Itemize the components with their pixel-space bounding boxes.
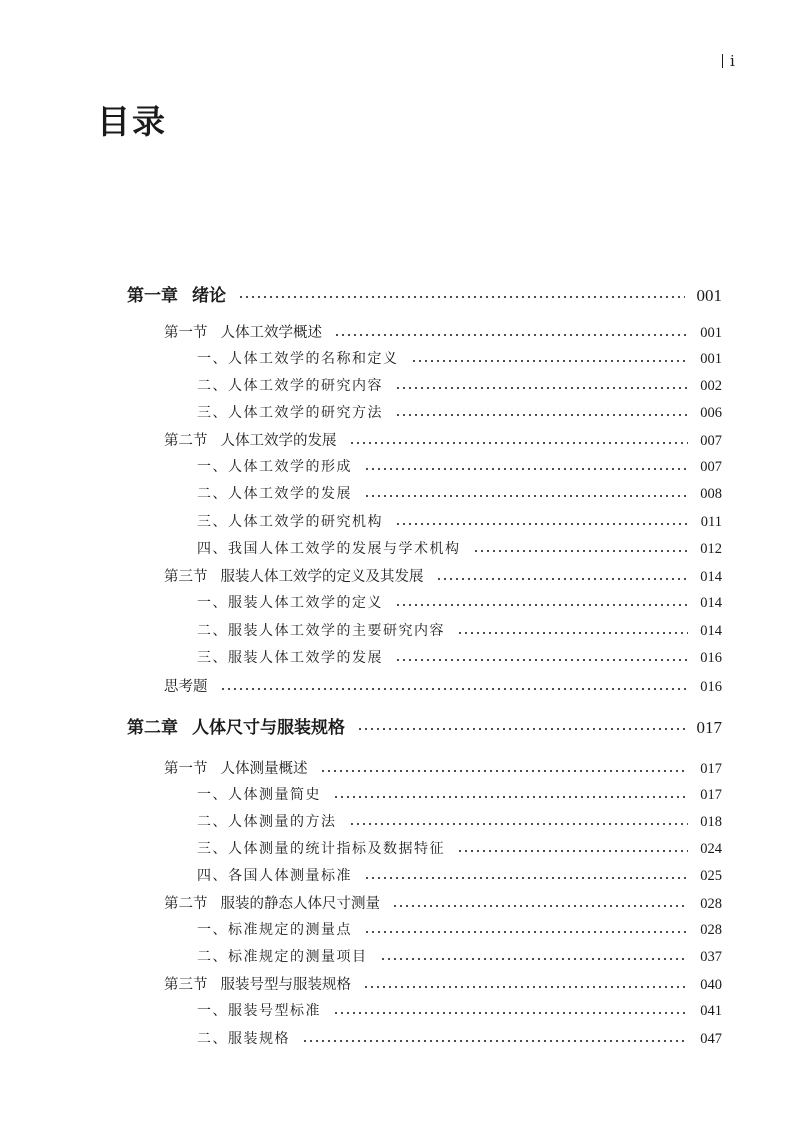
page-number: 017 (700, 787, 722, 803)
chapter-title: 绪论 (192, 286, 226, 306)
toc-subsection-label (197, 402, 383, 422)
subsection-title: 一、服装人体工效学的定义 (197, 595, 383, 611)
page-number: 016 (700, 650, 722, 666)
toc-chapter-label (127, 713, 345, 738)
subsection-title: 一、标准规定的测量点 (197, 922, 352, 938)
toc-subsection-label (197, 511, 383, 531)
toc-section-label (164, 892, 380, 913)
dot-leader (302, 1040, 688, 1042)
page-number: 006 (700, 405, 722, 421)
page-number: 014 (700, 595, 722, 611)
toc-section[interactable] (164, 973, 722, 994)
subsection-title: 一、服装号型标准 (197, 1003, 321, 1019)
toc-subsection[interactable] (197, 620, 722, 640)
dot-leader (357, 728, 685, 730)
toc-chapter[interactable] (127, 713, 722, 738)
page-number: 007 (700, 459, 722, 475)
toc-subsection-label (197, 538, 461, 558)
toc-subsection[interactable] (197, 811, 722, 831)
dot-leader (364, 877, 688, 879)
dot-leader (364, 495, 688, 497)
subsection-title: 三、人体测量的统计指标及数据特征 (197, 841, 445, 857)
toc-subsection-label (197, 784, 321, 804)
toc-section-label (164, 675, 208, 696)
toc-chapter[interactable] (127, 281, 722, 306)
toc-subsection-label (197, 1028, 290, 1048)
folio-number: i (730, 52, 735, 70)
page-number: 025 (700, 868, 722, 884)
dot-leader (395, 523, 689, 525)
toc-subsection[interactable] (197, 946, 722, 966)
dot-leader (395, 414, 688, 416)
page-number: 001 (700, 325, 722, 341)
page-number: 002 (700, 378, 722, 394)
chapter-title: 人体尺寸与服装规格 (192, 718, 345, 738)
page-number: 011 (700, 514, 722, 530)
page-number: 041 (700, 1003, 722, 1019)
dot-leader (333, 1012, 688, 1014)
toc-subsection-label (197, 946, 368, 966)
toc-subsection[interactable] (197, 592, 722, 612)
chapter-number: 第一章 (127, 286, 178, 306)
dot-leader (349, 442, 689, 444)
toc-subsection-label (197, 375, 383, 395)
dot-leader (457, 850, 688, 852)
toc-section[interactable] (164, 757, 722, 778)
subsection-title: 一、人体工效学的名称和定义 (197, 351, 399, 367)
page-number: 037 (700, 949, 722, 965)
toc-subsection[interactable] (197, 1000, 722, 1020)
section-number: 第二节 (164, 896, 208, 912)
section-number: 第三节 (164, 977, 208, 993)
toc-subsection[interactable] (197, 348, 722, 368)
dot-leader (436, 578, 689, 580)
toc-subsection-label (197, 919, 352, 939)
toc-subsection-label (197, 838, 445, 858)
dot-leader (411, 360, 689, 362)
page-number: 024 (700, 841, 722, 857)
page-number: 008 (700, 486, 722, 502)
section-number: 第二节 (164, 433, 208, 449)
subsection-title: 二、服装规格 (197, 1031, 290, 1047)
subsection-title: 三、人体工效学的研究方法 (197, 405, 383, 421)
toc-subsection[interactable] (197, 1028, 722, 1048)
page-number: 001 (696, 286, 722, 305)
toc-subsection[interactable] (197, 647, 722, 667)
section-title: 思考题 (164, 679, 208, 695)
section-title: 服装号型与服装规格 (220, 977, 351, 993)
subsection-title: 三、人体工效学的研究机构 (197, 514, 383, 530)
subsection-title: 四、我国人体工效学的发展与学术机构 (197, 541, 461, 557)
page-number: 017 (696, 718, 722, 737)
toc-section[interactable] (164, 429, 722, 450)
subsection-title: 二、服装人体工效学的主要研究内容 (197, 623, 445, 639)
page-number: 001 (700, 351, 722, 367)
page-number: 028 (700, 922, 722, 938)
toc-subsection[interactable] (197, 511, 722, 531)
toc-subsection[interactable] (197, 538, 722, 558)
page-number: 012 (700, 541, 722, 557)
dot-leader (334, 334, 688, 336)
toc-section-label (164, 757, 308, 778)
page-number: 014 (700, 623, 722, 639)
dot-leader (320, 770, 689, 772)
section-number: 第一节 (164, 325, 208, 341)
toc-section-label (164, 321, 322, 342)
dot-leader (364, 468, 688, 470)
page-number: 047 (700, 1031, 722, 1047)
subsection-title: 一、人体测量简史 (197, 787, 321, 803)
toc-subsection-label (197, 348, 399, 368)
dot-leader (395, 604, 688, 606)
toc-subsection[interactable] (197, 919, 722, 939)
toc-section[interactable] (164, 321, 722, 342)
toc-subsection-label (197, 865, 352, 885)
section-number: 第三节 (164, 569, 208, 585)
dot-leader (473, 550, 689, 552)
section-title: 人体工效学概述 (220, 325, 322, 341)
dot-leader (380, 958, 689, 960)
toc-section-label (164, 429, 337, 450)
page-number: 018 (700, 814, 722, 830)
toc-subsection-label (197, 620, 445, 640)
dot-leader (220, 688, 689, 690)
toc-subsection[interactable] (197, 838, 722, 858)
dot-leader (395, 659, 688, 661)
subsection-title: 二、人体工效学的发展 (197, 486, 352, 502)
dot-leader (364, 931, 688, 933)
page-number: 017 (700, 761, 722, 777)
chapter-number: 第二章 (127, 718, 178, 738)
subsection-title: 二、标准规定的测量项目 (197, 949, 368, 965)
subsection-title: 二、人体工效学的研究内容 (197, 378, 383, 394)
subsection-title: 二、人体测量的方法 (197, 814, 337, 830)
page-number: 016 (700, 679, 722, 695)
section-title: 人体工效学的发展 (220, 433, 337, 449)
page-number: 028 (700, 896, 722, 912)
toc-section-label (164, 565, 424, 586)
toc-subsection[interactable] (197, 483, 722, 503)
toc-section[interactable] (164, 892, 722, 913)
toc-subsection[interactable] (197, 402, 722, 422)
dot-leader (349, 823, 689, 825)
dot-leader (392, 905, 688, 907)
toc-subsection[interactable] (197, 456, 722, 476)
toc-section-label (164, 973, 351, 994)
toc-subsection-label (197, 456, 352, 476)
dot-leader (363, 986, 688, 988)
subsection-title: 一、人体工效学的形成 (197, 459, 352, 475)
subsection-title: 三、服装人体工效学的发展 (197, 650, 383, 666)
toc-subsection-label (197, 647, 383, 667)
toc-chapter-label (127, 281, 226, 306)
section-title: 服装人体工效学的定义及其发展 (220, 569, 424, 585)
dot-leader (238, 296, 685, 298)
section-title: 人体测量概述 (220, 761, 308, 777)
page-number: 014 (700, 569, 722, 585)
page-number: 007 (700, 433, 722, 449)
toc-subsection[interactable] (197, 784, 722, 804)
toc-subsection-label (197, 1000, 321, 1020)
dot-leader (457, 632, 688, 634)
toc-subsection[interactable] (197, 375, 722, 395)
section-number: 第一节 (164, 761, 208, 777)
dot-leader (333, 796, 688, 798)
subsection-title: 四、各国人体测量标准 (197, 868, 352, 884)
dot-leader (395, 387, 688, 389)
page-title: 目录 (97, 102, 167, 141)
toc-section[interactable] (164, 565, 722, 586)
toc-subsection-label (197, 592, 383, 612)
toc-subsection[interactable] (197, 865, 722, 885)
page-number: 040 (700, 977, 722, 993)
toc-subsection-label (197, 483, 352, 503)
toc-subsection-label (197, 811, 337, 831)
section-title: 服装的静态人体尺寸测量 (220, 896, 380, 912)
toc-section[interactable] (164, 675, 722, 696)
